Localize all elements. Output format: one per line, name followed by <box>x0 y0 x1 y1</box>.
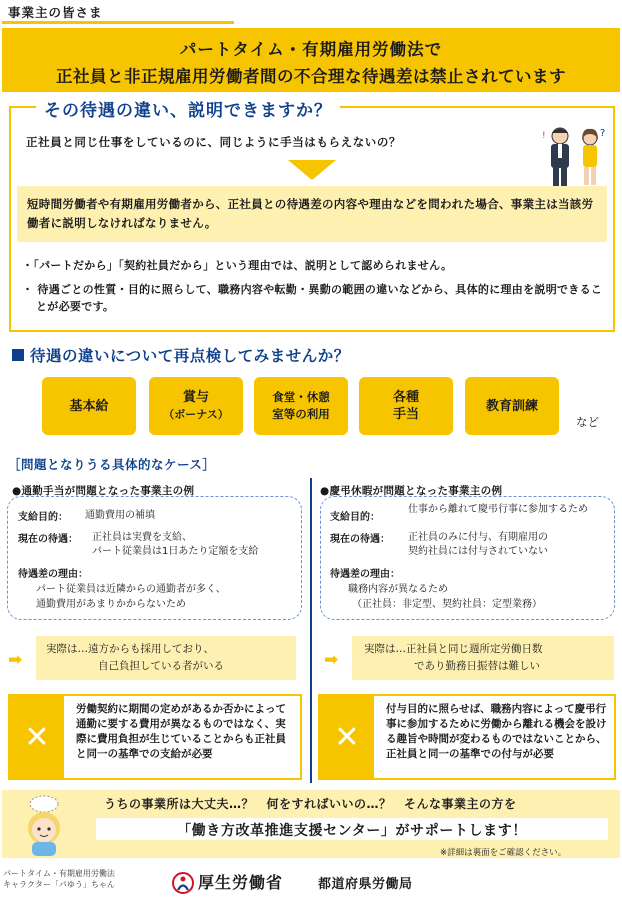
chip-line-1: 教育訓練 <box>485 398 538 414</box>
explain-heading: その待遇の違い、説明できますか？ <box>36 96 340 121</box>
left-reality-2: 自己負担している者がいる <box>98 660 224 672</box>
right-conclusion: 付与目的に照らせば、職務内容によって慶弔行事に参加するために労働から離れる機会を設ける趣旨や時間が変わるものではないことから、正社員と同一の基準での付与が必要 <box>386 703 607 760</box>
left-conclusion: 労働契約に期間の定めがあるか否かによって通勤に要する費用が異なるものではなく、実際に費用負担が生じていることからも正社員と同一の基準での支給が必要 <box>76 703 286 760</box>
chip-training <box>465 377 559 435</box>
chip-line-2: 室等の利用 <box>272 407 330 421</box>
chip-allowances <box>359 377 453 435</box>
right-purpose: 仕事から離れて慶弔行事に参加するため <box>408 504 588 515</box>
recheck-heading-text: 待遇の違いについて再点検してみませんか？ <box>30 347 350 365</box>
chip-line-1: 各種 <box>392 390 419 405</box>
right-current-label: 現在の待遇： <box>330 534 390 545</box>
right-conclusion-box <box>318 694 616 780</box>
people-illustration <box>540 124 610 190</box>
left-current-label: 現在の待遇： <box>18 534 78 545</box>
left-purpose: 通勤費用の補填 <box>85 510 155 521</box>
etc-label: など <box>576 415 599 429</box>
chip-line-1: 食堂・休憩 <box>272 390 330 404</box>
left-purpose-label: 支給目的： <box>18 512 68 523</box>
character-caption-2: キャラクター「パゆう」ちゃん <box>3 880 115 889</box>
prefectural-labour-bureau: 都道府県労働局 <box>318 877 413 892</box>
left-current-2: パート従業員は1日あたり定額を支給 <box>92 546 259 557</box>
character-caption <box>3 868 115 890</box>
right-reality-1: 実際は…正社員と同じ週所定労働日数 <box>364 643 543 655</box>
mhlw-logo-icon <box>172 872 194 894</box>
chip-line-1: 基本給 <box>69 398 109 414</box>
chip-basic-salary <box>42 377 136 435</box>
left-reason-2: 通勤費用があまりかからないため <box>36 599 186 610</box>
back-page-note: ※詳細は裏面をご確認ください。 <box>440 848 567 858</box>
employee-question: 正社員と同じ仕事をしているのに、同じように手当はもらえないの？ <box>26 135 402 149</box>
right-reality-box <box>352 636 614 680</box>
bullet-2: ・ 待遇ごとの性質・目的に照らして、職務内容や転勤・異動の範囲の違いなどから、具体的に理由を説明できることが必要です。 <box>22 283 603 313</box>
chip-line-2: （ボーナス） <box>163 408 229 421</box>
cross-mark-icon: ✕ <box>320 696 374 778</box>
recheck-heading <box>12 344 350 366</box>
support-center-text: 「働き方改革推進支援センター」がサポートします！ <box>177 823 527 839</box>
chip-facilities <box>254 377 348 435</box>
support-center-statement <box>96 818 608 840</box>
chip-line-1: 賞与 <box>182 390 209 405</box>
explanation-obligation-note <box>17 186 607 242</box>
right-case-title: ●慶弔休暇が問題となった事業主の例 <box>320 485 503 497</box>
square-bullet-icon <box>12 349 24 361</box>
svg-text:!: ! <box>542 131 546 141</box>
left-reality-1: 実際は…遠方からも採用しており、 <box>46 643 214 655</box>
left-case-title: ●通勤手当が問題となった事業主の例 <box>12 485 195 497</box>
left-current-1: 正社員は実費を支給、 <box>92 532 192 543</box>
chip-line-2: 手当 <box>392 407 419 422</box>
cases-heading: ［問題となりうる具体的なケース］ <box>8 457 216 472</box>
chip-bonus <box>149 377 243 435</box>
support-question: うちの事業所は大丈夫…？ 何をすればいいの…？ そんな事業主の方を <box>104 797 517 811</box>
left-reason-1: パート従業員は近隣からの通勤者が多く、 <box>36 584 226 595</box>
left-conclusion-box <box>8 694 302 780</box>
right-current-2: 契約社員には付与されていない <box>408 546 548 557</box>
audience-tag-text: 事業主の皆さま <box>8 5 103 20</box>
bullet-1: ・「パートだから」「契約社員だから」という理由では、説明として認められません。 <box>22 259 453 272</box>
right-reason-label: 待遇差の理由： <box>330 569 400 580</box>
character-caption-1: パートタイム・有期雇用労働法 <box>3 869 115 878</box>
arrow-right-icon: ➡ <box>324 650 339 670</box>
right-current-1: 正社員のみに付与、有期雇用の <box>408 532 548 543</box>
banner-line-2: 正社員と非正規雇用労働者間の不合理な待遇差は禁止されています <box>56 67 566 86</box>
right-reality-2: であり勤務日振替は難しい <box>414 660 540 672</box>
title-banner <box>2 28 620 92</box>
svg-text:?: ? <box>600 128 606 139</box>
woman-icon <box>582 128 605 185</box>
arrow-right-icon: ➡ <box>8 650 23 670</box>
column-divider <box>310 478 312 783</box>
left-reality-box <box>36 636 296 680</box>
obligation-text: 短時間労働者や有期雇用労働者から、正社員との待遇差の内容や理由などを問われた場合、事業主は当該労働者に説明しなければなりません。 <box>27 197 594 230</box>
right-purpose-label: 支給目的： <box>330 512 380 523</box>
banner-line-1: パートタイム・有期雇用労働法で <box>179 40 443 59</box>
audience-tag <box>2 0 234 24</box>
right-reason-1: 職務内容が異なるため <box>348 584 448 595</box>
cross-mark-icon: ✕ <box>10 696 64 778</box>
down-arrow-icon <box>288 160 336 180</box>
right-reason-2: （正社員：非定型、契約社員：定型業務） <box>352 599 542 610</box>
left-reason-label: 待遇差の理由： <box>18 569 88 580</box>
payu-character-illustration <box>16 792 72 858</box>
ministry-name: 厚生労働省 <box>198 873 284 892</box>
man-icon <box>542 128 569 186</box>
